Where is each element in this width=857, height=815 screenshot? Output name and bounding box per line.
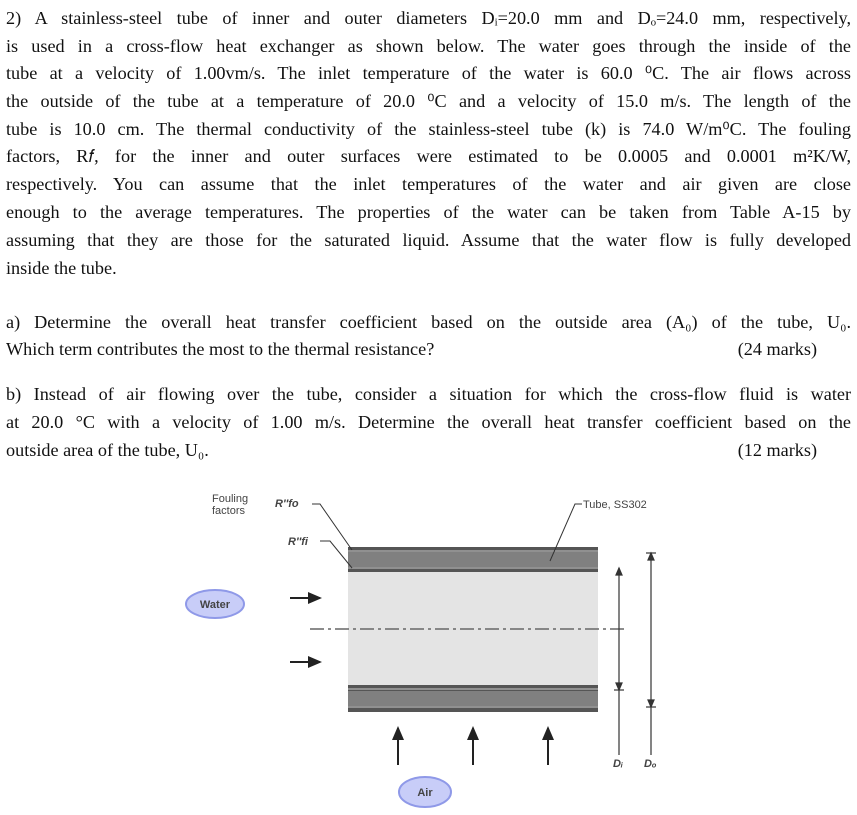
water-label: Water (199, 599, 231, 611)
outer-diameter-dimension (646, 553, 656, 755)
air-label: Air (417, 787, 433, 799)
di-label: Dᵢ (613, 758, 623, 770)
inner-diameter-dimension (614, 568, 624, 755)
text-line: respectively. You can assume that the inlet temperatures of the water and air given are close (6, 174, 851, 194)
r-fo-label: R″fo (275, 498, 299, 510)
tube-wall-top (348, 547, 598, 572)
r-fi-label: R″fi (288, 536, 308, 548)
tube-wall-bottom (348, 685, 598, 712)
water-cloud (186, 590, 244, 618)
text-line: assuming that they are those for the saturated liquid. Assume that the water flow is fully developed (6, 230, 851, 250)
text-line: a) Determine the overall heat transfer coefficient based on the outside area (A₀) of the tube, U₀. (6, 312, 851, 332)
text-line: outside area of the tube, U₀. (6, 440, 209, 460)
text-line: tube is 10.0 cm. The thermal conductivity of the stainless-steel tube (k) is 74.0 W/m⁰C. The fouling (6, 119, 851, 139)
fouling-inner-leader (320, 541, 352, 568)
air-cloud (399, 777, 451, 807)
text-line: b) Instead of air flowing over the tube, consider a situation for which the cross-flow fluid is water (6, 384, 851, 404)
marks-label: (24 marks) (737, 339, 817, 359)
text-line: factors, R𝑓, for the inner and outer surfaces were estimated to be 0.0005 and 0.0001 m²K/W, (6, 146, 851, 166)
fouling-factors-label: factors (212, 505, 246, 517)
text-line: Which term contributes the most to the thermal resistance? (6, 339, 435, 359)
text-line: is used in a cross-flow heat exchanger as shown below. The water goes through the inside of the (6, 36, 851, 56)
text-line: the outside of the tube at a temperature of 20.0 ⁰C and a velocity of 15.0 m/s. The length of the (6, 91, 851, 111)
do-label: Dₒ (644, 758, 657, 770)
text-line: at 20.0 °C with a velocity of 1.00 m/s. Determine the overall heat transfer coefficient based on the (6, 412, 851, 432)
text-line: inside the tube. (6, 258, 117, 278)
text-line: tube at a velocity of 1.00vm/s. The inlet temperature of the water is 60.0 ⁰C. The air flows across (6, 63, 851, 83)
tube-label: Tube, SS302 (583, 499, 647, 511)
text-line: enough to the average temperatures. The properties of the water can be taken from Table A-15 by (6, 202, 851, 222)
text-line: 2) A stainless-steel tube of inner and outer diameters Dᵢ=20.0 mm and Dₒ=24.0 mm, respectively, (6, 8, 851, 28)
fouling-factors-label: Fouling (212, 493, 249, 505)
marks-label: (12 marks) (737, 440, 817, 460)
